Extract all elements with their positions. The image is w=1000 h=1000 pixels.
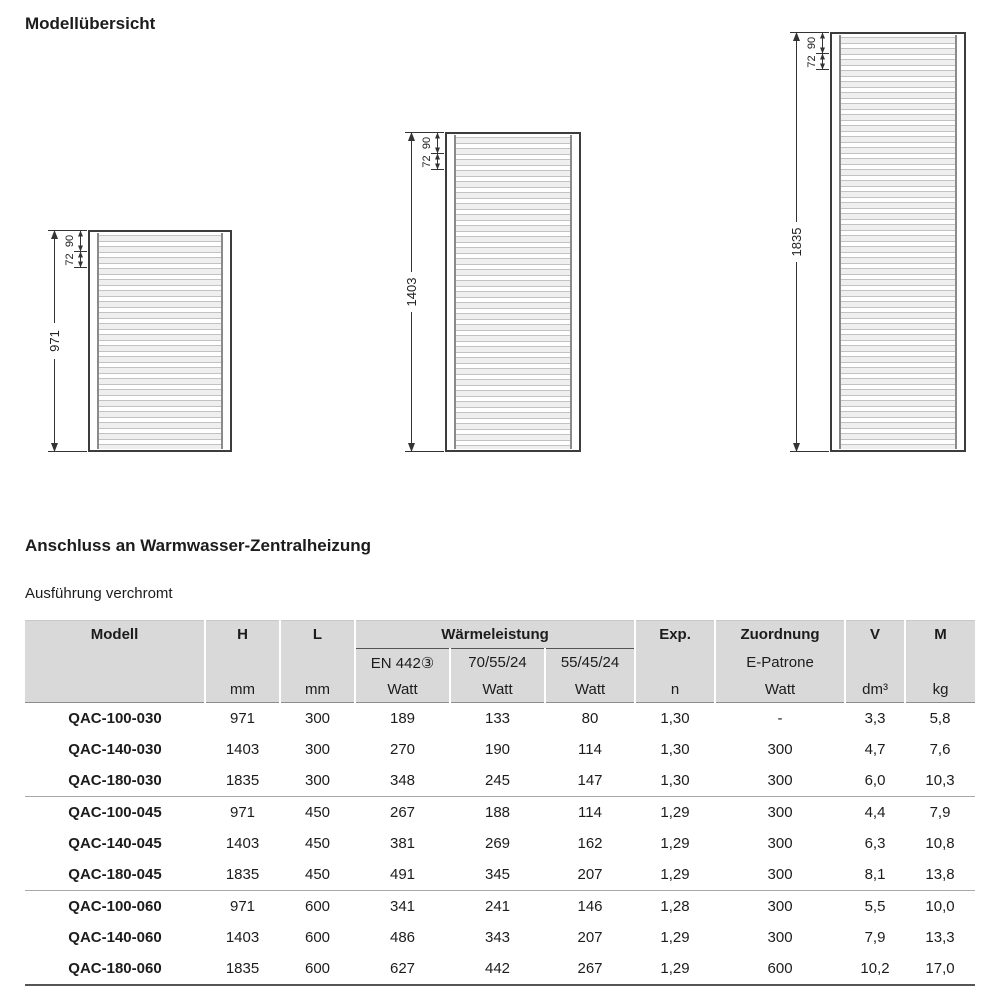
- cell-watt-554524: 147: [545, 765, 635, 797]
- cell-epatrone: 300: [767, 741, 793, 758]
- cell-watt-en442: 486: [389, 929, 416, 946]
- col-header-spacer: [845, 649, 905, 677]
- cell-v: 4,4: [864, 804, 886, 821]
- cell-h: 1835: [205, 953, 280, 985]
- cell-l: 600: [280, 953, 355, 985]
- table-row: [25, 922, 975, 953]
- table-header-row-2: [25, 649, 975, 677]
- cell-h: 1403: [225, 741, 260, 758]
- cell-watt-en442: 189: [355, 703, 450, 735]
- radiator-tubes: [839, 35, 957, 449]
- col-header-l: L: [280, 621, 355, 649]
- radiator-diagram-small: [40, 224, 240, 458]
- cell-v: 5,5: [864, 898, 886, 915]
- cell-m: 7,6: [929, 741, 951, 758]
- table-header-row-1: [25, 621, 975, 649]
- cell-epatrone: 300: [767, 804, 793, 821]
- cell-l: 450: [280, 859, 355, 891]
- col-header-spacer: [280, 649, 355, 677]
- cell-watt-554524: 146: [577, 898, 603, 915]
- cell-l: 300: [304, 741, 331, 758]
- cell-watt-705524: 345: [450, 859, 545, 891]
- col-subheader-en442: EN 442③: [355, 649, 450, 677]
- cell-h: 1403: [225, 929, 260, 946]
- table-row: [25, 953, 975, 985]
- col-header-spacer: [205, 649, 280, 677]
- cell-watt-en442: 270: [389, 741, 416, 758]
- col-header-modell: Modell: [25, 621, 205, 649]
- table-row: [25, 859, 975, 891]
- cell-exp: 1,30: [635, 703, 715, 735]
- cell-l: 300: [280, 765, 355, 797]
- spec-table: [25, 620, 975, 986]
- cell-watt-705524: 442: [450, 953, 545, 985]
- radiator-diagram-tall: [782, 26, 982, 458]
- table-row: [25, 703, 975, 735]
- cell-model: QAC-140-045: [68, 835, 162, 852]
- cell-exp: 1,29: [660, 929, 690, 946]
- cell-v: 7,9: [864, 929, 886, 946]
- second-dimension-label: 72: [806, 55, 818, 68]
- cell-v: 3,3: [845, 703, 905, 735]
- cell-h: 971: [229, 804, 256, 821]
- cell-v: 6,0: [845, 765, 905, 797]
- cell-l: 600: [304, 898, 331, 915]
- cell-l: 300: [280, 703, 355, 735]
- cell-m: 10,3: [905, 765, 975, 797]
- table-row: [25, 734, 975, 765]
- col-header-m: M: [905, 621, 975, 649]
- cell-m: 5,8: [905, 703, 975, 735]
- cell-model: QAC-180-060: [25, 953, 205, 985]
- col-header-zuordnung: Zuordnung: [715, 621, 845, 649]
- cell-epatrone: 300: [767, 898, 793, 915]
- radiator-illustration: [445, 132, 581, 452]
- table-row: [25, 797, 975, 829]
- cell-watt-en442: 348: [355, 765, 450, 797]
- cell-watt-en442: 267: [389, 804, 416, 821]
- unit-mm: mm: [205, 676, 280, 703]
- cell-exp: 1,29: [660, 804, 690, 821]
- table-header-row-units: [25, 676, 975, 703]
- unit-n: n: [635, 676, 715, 703]
- cell-exp: 1,29: [635, 859, 715, 891]
- cell-model: QAC-140-060: [68, 929, 162, 946]
- cell-watt-554524: 114: [578, 804, 602, 821]
- cell-model: QAC-100-045: [68, 804, 162, 821]
- cell-l: 450: [304, 804, 331, 821]
- col-header-waermeleistung: Wärmeleistung: [355, 621, 635, 649]
- col-header-exp: Exp.: [635, 621, 715, 649]
- cell-v: 6,3: [864, 835, 886, 852]
- radiator-diagram-medium: [397, 126, 597, 458]
- cell-watt-554524: 207: [577, 929, 603, 946]
- cell-watt-705524: 241: [484, 898, 511, 915]
- second-dimension-label: 72: [64, 253, 76, 266]
- cell-m: 10,8: [925, 835, 955, 852]
- cell-m: 13,8: [905, 859, 975, 891]
- height-dimension-label: 971: [47, 330, 62, 352]
- cell-epatrone: 300: [767, 929, 793, 946]
- cell-watt-705524: 188: [484, 804, 511, 821]
- height-dimension-label: 1835: [789, 227, 804, 257]
- cell-watt-en442: 627: [355, 953, 450, 985]
- radiator-tubes: [97, 233, 223, 449]
- cell-model: QAC-100-030: [25, 703, 205, 735]
- col-subheader-705524: 70/55/24: [450, 649, 545, 677]
- finish-label: Ausführung verchromt: [25, 585, 173, 602]
- radiator-illustration: [88, 230, 232, 452]
- cell-m: 7,9: [929, 804, 951, 821]
- col-subheader-epatrone: E-Patrone: [715, 649, 845, 677]
- cell-m: 17,0: [905, 953, 975, 985]
- cell-watt-554524: 267: [545, 953, 635, 985]
- cell-exp: 1,30: [635, 765, 715, 797]
- col-subheader-554524: 55/45/24: [545, 649, 635, 677]
- unit-watt: Watt: [450, 676, 545, 703]
- cell-m: 13,3: [925, 929, 955, 946]
- top-dimension-label: 90: [421, 136, 433, 150]
- cell-h: 971: [229, 898, 256, 915]
- radiator-tubes: [454, 135, 572, 449]
- cell-watt-en442: 341: [389, 898, 416, 915]
- radiator-illustration: [830, 32, 966, 452]
- page-title: Modellübersicht: [25, 14, 156, 33]
- unit-watt: Watt: [715, 676, 845, 703]
- cell-watt-en442: 491: [355, 859, 450, 891]
- cell-model: QAC-100-060: [68, 898, 162, 915]
- unit-dm3: dm³: [845, 676, 905, 703]
- cell-epatrone: 300: [715, 765, 845, 797]
- cell-epatrone: 300: [715, 859, 845, 891]
- top-dimension-label: 90: [806, 36, 818, 50]
- col-header-spacer: [25, 676, 205, 703]
- cell-watt-554524: 80: [545, 703, 635, 735]
- cell-watt-554524: 114: [578, 741, 602, 758]
- second-dimension-label: 72: [421, 155, 433, 168]
- col-header-spacer: [905, 649, 975, 677]
- cell-exp: 1,29: [660, 835, 690, 852]
- cell-model: QAC-140-030: [68, 741, 162, 758]
- cell-l: 600: [304, 929, 331, 946]
- cell-v: 4,7: [864, 741, 886, 758]
- col-header-v: V: [845, 621, 905, 649]
- unit-watt: Watt: [545, 676, 635, 703]
- table-row: [25, 891, 975, 923]
- cell-v: 8,1: [845, 859, 905, 891]
- cell-exp: 1,30: [660, 741, 690, 758]
- top-dimension-label: 90: [64, 234, 76, 248]
- table-row: [25, 765, 975, 797]
- col-header-spacer: [635, 649, 715, 677]
- unit-kg: kg: [905, 676, 975, 703]
- cell-watt-554524: 207: [545, 859, 635, 891]
- height-dimension-label: 1403: [404, 277, 419, 307]
- cell-watt-en442: 381: [389, 835, 416, 852]
- cell-watt-705524: 133: [450, 703, 545, 735]
- cell-m: 10,0: [925, 898, 955, 915]
- cell-epatrone: 300: [767, 835, 793, 852]
- cell-h: 1835: [205, 765, 280, 797]
- unit-mm: mm: [280, 676, 355, 703]
- col-header-spacer: [25, 649, 205, 677]
- unit-watt: Watt: [355, 676, 450, 703]
- cell-watt-554524: 162: [577, 835, 603, 852]
- cell-model: QAC-180-030: [25, 765, 205, 797]
- section-heading: Anschluss an Warmwasser-Zentralheizung: [25, 536, 372, 555]
- cell-h: 1403: [225, 835, 260, 852]
- cell-epatrone: -: [715, 703, 845, 735]
- cell-watt-705524: 343: [484, 929, 511, 946]
- cell-epatrone: 600: [715, 953, 845, 985]
- cell-watt-705524: 190: [484, 741, 511, 758]
- cell-exp: 1,29: [635, 953, 715, 985]
- cell-v: 10,2: [845, 953, 905, 985]
- table-row: [25, 828, 975, 859]
- cell-h: 1835: [205, 859, 280, 891]
- cell-l: 450: [304, 835, 331, 852]
- cell-watt-705524: 245: [450, 765, 545, 797]
- col-header-h: H: [205, 621, 280, 649]
- cell-model: QAC-180-045: [25, 859, 205, 891]
- cell-h: 971: [205, 703, 280, 735]
- cell-watt-705524: 269: [484, 835, 511, 852]
- cell-exp: 1,28: [660, 898, 690, 915]
